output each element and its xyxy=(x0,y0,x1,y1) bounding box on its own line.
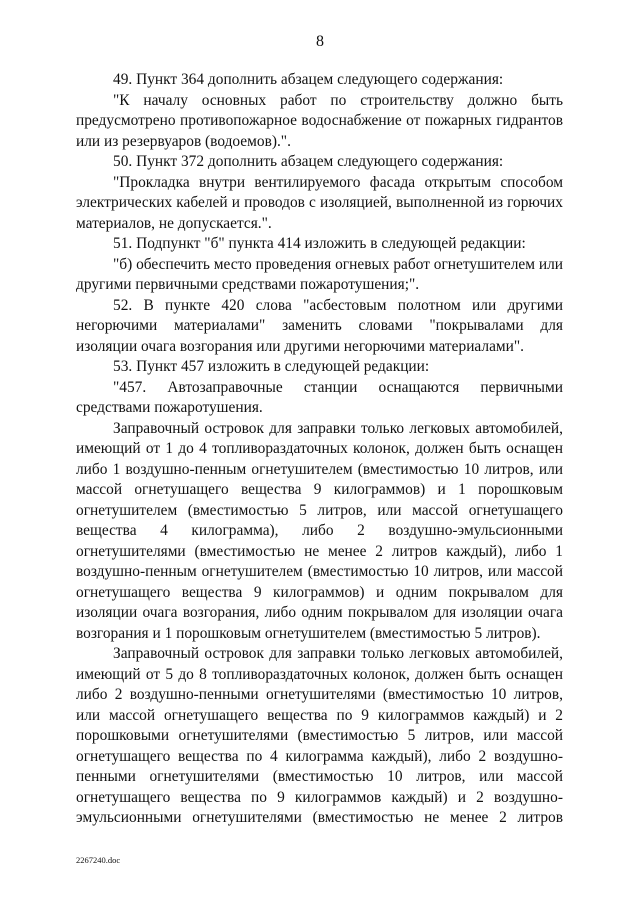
paragraph: 52. В пункте 420 слова "асбестовым полотном или другими негорючими материалами" заменить словами "покрывалами для изоляции очага возгорания или другими негорючими материалами". xyxy=(76,296,563,355)
paragraph: "Прокладка внутри вентилируемого фасада открытым способом электрических кабелей и проводов с изоляцией, выполненной из горючих материалов, не допускается.". xyxy=(76,173,563,232)
footer-filename: 2267240.doc xyxy=(76,855,121,865)
paragraph: "б) обеспечить место проведения огневых работ огнетушителем или другими первичными средствами пожаротушения;". xyxy=(76,255,563,293)
paragraph: 49. Пункт 364 дополнить абзацем следующего содержания: xyxy=(113,71,504,88)
paragraph: Заправочный островок для заправки только легковых автомобилей, имеющий от 5 до 8 топливораздаточных колонок, должен быть оснащен либо 2 воздушно-пенными огнетушителями (вместимостью 10 литров, или массой огнетушащего вещества по 9 килограммов каждый) и 2 порошковыми огнетушителями (вместимостью 5 литров, или массой огнетушащего вещества по 4 килограмма каждый), либо 2 воздушно-пенными огнетушителями (вместимостью 10 литров, или массой огнетушащего вещества по 9 килограммов каждый) и 2 воздушно-эмульсионными огнетушителями (вместимостью не менее 2 литров xyxy=(76,645,563,826)
paragraph: Заправочный островок для заправки только легковых автомобилей, имеющий от 1 до 4 топливораздаточных колонок, должен быть оснащен либо 1 воздушно-пенным огнетушителем (вместимостью 10 литров, или массой огнетушащего вещества 9 килограммов) и 1 порошковым огнетушителем (вместимостью 5 литров, или массой огнетушащего вещества 4 килограмма), либо 2 воздушно-эмульсионными огнетушителями (вместимостью не менее 2 литров каждый), либо 1 воздушно-пенным огнетушителем (вместимостью 10 литров, или массой огнетушащего вещества 9 килограммов) и одним покрывалом для изоляции очага возгорания, либо одним покрывалом для изоляции очага возгорания и 1 порошковым огнетушителем (вместимостью 5 литров). xyxy=(76,419,563,642)
document-body xyxy=(76,70,563,829)
paragraph: 50. Пункт 372 дополнить абзацем следующего содержания: xyxy=(113,153,504,170)
paragraph: 51. Подпункт "б" пункта 414 изложить в следующей редакции: xyxy=(113,235,526,252)
paragraph: "457. Автозаправочные станции оснащаются первичными средствами пожаротушения. xyxy=(76,378,563,416)
page-number: 8 xyxy=(316,33,324,50)
paragraph: "К началу основных работ по строительству должно быть предусмотрено противопожарное водоснабжение от пожарных гидрантов или из резервуаров (водоемов).". xyxy=(76,91,563,150)
paragraph: 53. Пункт 457 изложить в следующей редакции: xyxy=(113,358,430,375)
